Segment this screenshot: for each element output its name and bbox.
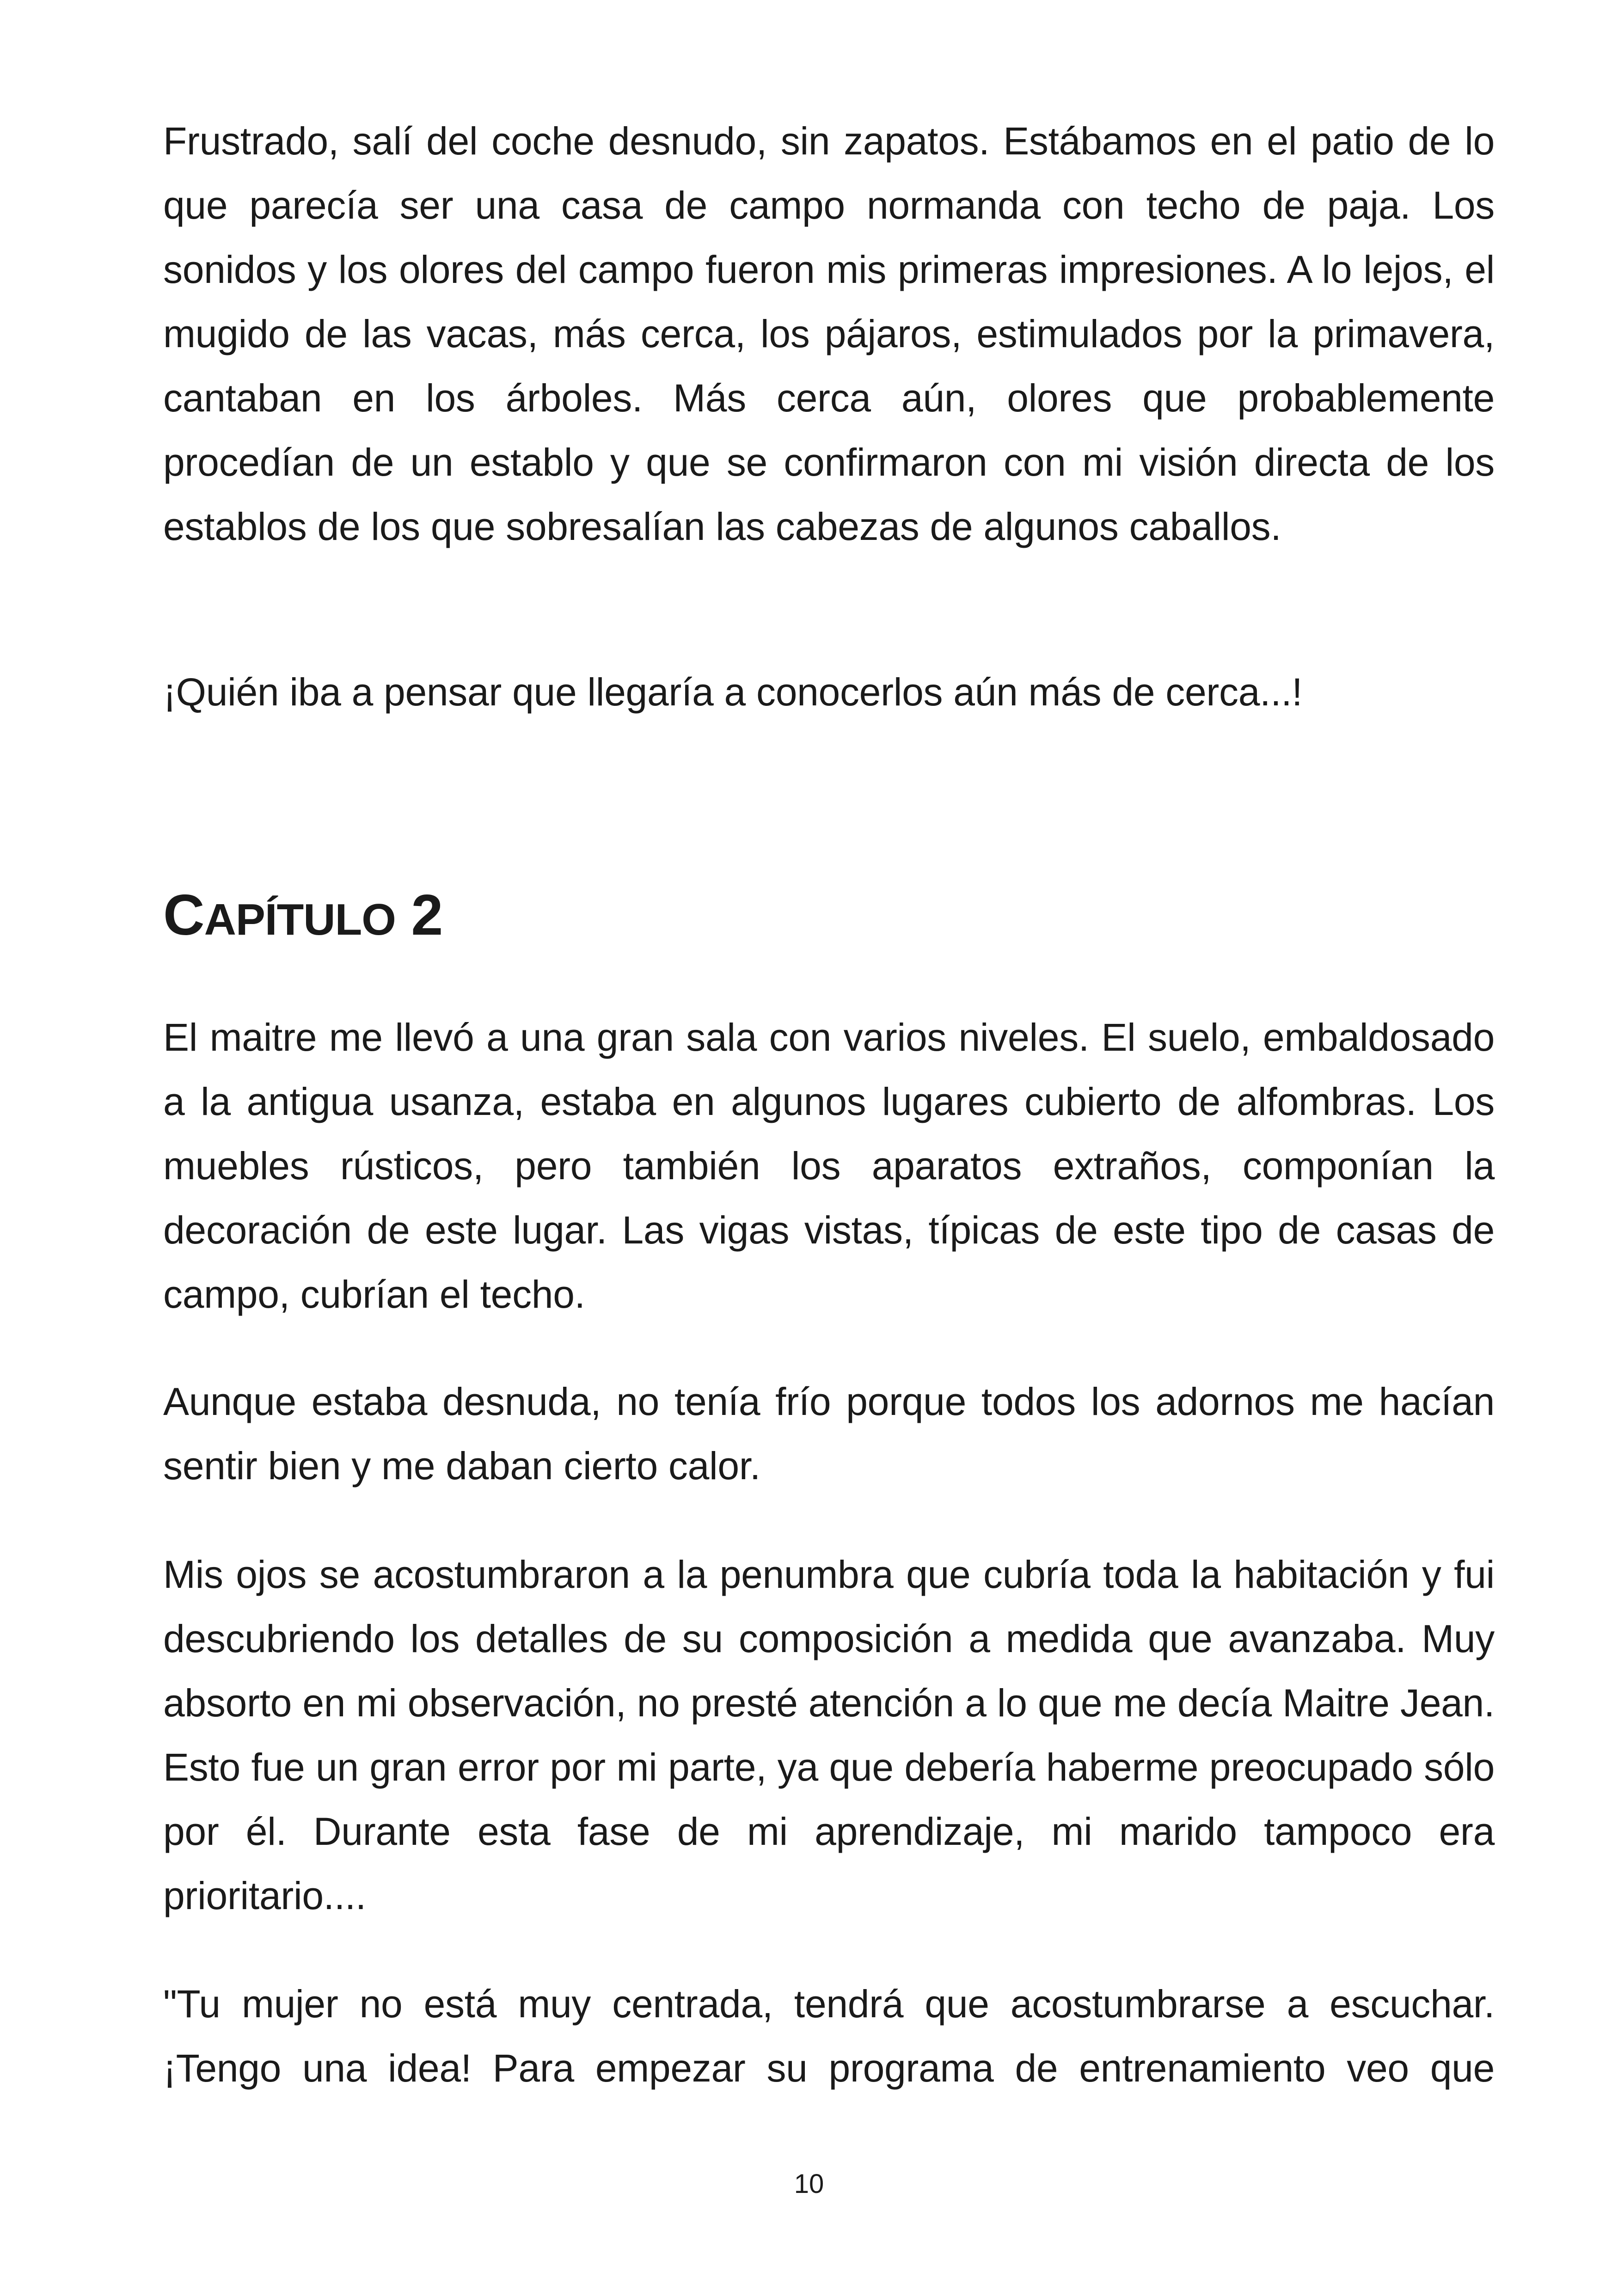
- chapter-heading-word: APÍTULO: [204, 895, 396, 944]
- chapter-heading-initial: C: [163, 883, 204, 947]
- paragraph: "Tu mujer no está muy centrada, tendrá que acostumbrarse a escuchar. ¡Tengo una idea! Para empezar su programa de entrenamiento veo que: [163, 1982, 1495, 2090]
- chapter-number: 2: [411, 883, 443, 947]
- chapter-heading: [163, 878, 442, 957]
- paragraph: Mis ojos se acostumbraron a la penumbra que cubría toda la habitación y fui descubriendo los detalles de su composición a medida que avanzaba. Muy absorto en mi observación, no presté atención a lo que me decía Maitre Jean. Esto fue un gran error por mi parte, ya que debería haberme preocupado sólo por él. Durante esta fase de mi aprendizaje, mi marido tampoco era prioritario....: [163, 1553, 1495, 1917]
- paragraph: El maitre me llevó a una gran sala con varios niveles. El suelo, embaldosado a la antigua usanza, estaba en algunos lugares cubierto de alfombras. Los muebles rústicos, pero también los aparatos extraños, componían la decoración de este lugar. Las vigas vistas, típicas de este tipo de casas de campo, cubrían el techo.: [163, 1016, 1495, 1316]
- paragraph: Aunque estaba desnuda, no tenía frío porque todos los adornos me hacían sentir bien y me daban cierto calor.: [163, 1380, 1495, 1488]
- page-number: 10: [794, 2169, 824, 2199]
- paragraph: Frustrado, salí del coche desnudo, sin zapatos. Estábamos en el patio de lo que parecía ser una casa de campo normanda con techo de paja. Los sonidos y los olores del campo fueron mis primeras impresiones. A lo lejos, el mugido de las vacas, más cerca, los pájaros, estimulados por la primavera, cantaban en los árboles. Más cerca aún, olores que probablemente procedían de un establo y que se confirmaron con mi visión directa de los establos de los que sobresalían las cabezas de algunos caballos.: [163, 119, 1495, 548]
- paragraph: ¡Quién iba a pensar que llegaría a conocerlos aún más de cerca...!: [163, 670, 1303, 714]
